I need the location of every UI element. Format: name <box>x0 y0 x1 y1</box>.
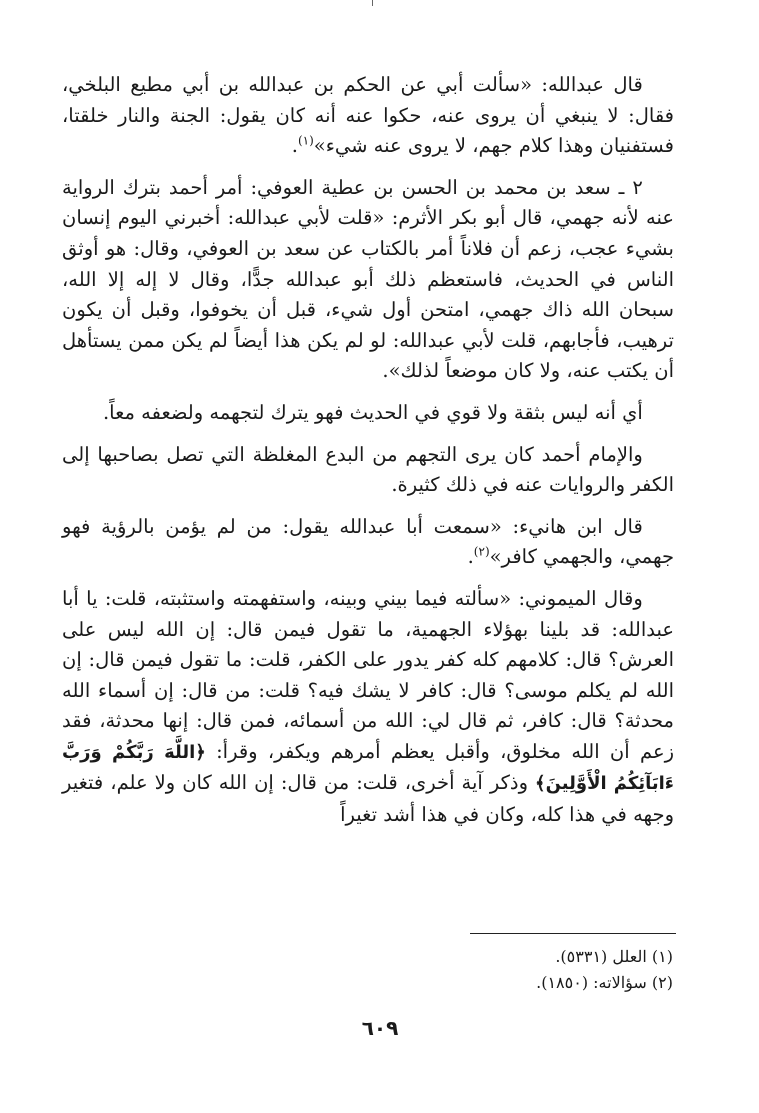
paragraph-tail: . <box>291 134 298 158</box>
paragraph-text: أي أنه ليس بثقة ولا قوي في الحديث فهو يترك لتجهمه ولضعفه معاً. <box>102 400 643 424</box>
paragraph-imam-ahmad <box>62 440 674 501</box>
paragraph-text: قال عبدالله: «سألت أبي عن الحكم بن عبدالله بن أبي مطيع البلخي، فقال: لا ينبغي أن يروى عنه، حكوا عنه أنه كان يقول: الجنة والنار خلقتا، فستفنيان وهذا كلام جهم، لا يروى عنه شيء» <box>62 73 674 158</box>
paragraph-ibn-hani <box>62 512 674 573</box>
footnote-ref-2: (٢) <box>473 544 490 559</box>
page-number: ٦٠٩ <box>361 1016 399 1040</box>
top-edge-mark <box>372 0 379 6</box>
footnote-2: (٢) سؤالاته: (١٨٥٠). <box>536 973 673 992</box>
footnotes <box>273 944 673 996</box>
paragraph-tail: . <box>467 545 474 569</box>
footnote-separator <box>470 933 676 934</box>
footnote-ref-1: (١) <box>297 133 314 148</box>
footnote-1: (١) العلل (٥٣٣١). <box>555 947 673 966</box>
paragraph-text: وقال الميموني: «سألته فيما بيني وبينه، واستفهمته واستثبته، قلت: يا أبا عبدالله: قد بلينا بهؤلاء الجهمية، ما تقول فيمن قال: إن الله ليس على العرش؟ قال: كلامهم كله كفر يدور على الكفر، قلت: ما تقول فيمن قال: إن الله لم يكلم موسى؟ قال: كافر لا يشك فيه؟ قلت: من قال: إن أسماء الله محدثة؟ قال: كافر، ثم قال لي: الله من أسمائه، فمن قال: إنها محدثة، فقد زعم أن الله مخلوق، وأقبل يعظم أمرهم ويكفر، وقرأ: <box>62 586 674 763</box>
paragraph-explanation <box>62 398 674 429</box>
paragraph-text-continued: وذكر آية أخرى، قلت: من قال: إن الله كان ولا علم، فتغير وجهه في هذا كله، وكان في هذا أشد تغيراً <box>62 771 674 827</box>
paragraph-text: والإمام أحمد كان يرى التجهم من البدع المغلظة التي تصل بصاحبها إلى الكفر والروايات عنه في ذلك كثيرة. <box>62 442 674 497</box>
paragraph-maymuni <box>62 584 674 831</box>
paragraph-saad-alawfi <box>62 173 674 387</box>
paragraph-abdullah-quote <box>62 70 674 162</box>
paragraph-text: قال ابن هانيء: «سمعت أبا عبدالله يقول: من لم يؤمن بالرؤية فهو جهمي، والجهمي كافر» <box>62 514 674 569</box>
page-body <box>62 70 674 842</box>
quran-verse: ﴿اللَّهَ رَبَّكُمْ وَرَبَّ ءَابَآئِكُمُ الْأَوَّلِينَ﴾ <box>62 741 674 795</box>
paragraph-text: ٢ ـ سعد بن محمد بن الحسن بن عطية العوفي: أمر أحمد بترك الرواية عنه لأنه جهمي، قال أبو بكر الأثرم: «قلت لأبي عبدالله: أخبرني اليوم إنسان بشيء عجب، زعم أن فلاناً أمر بالكتاب عن سعد بن العوفي، وقال: هو أوثق الناس في الحديث، فاستعظم ذلك أبو عبدالله جدًّا، وقال لا إله إلا الله، سبحان الله ذاك جهمي، امتحن أول شيء، قبل أن يخوفوا، وقبل أن يكون ترهيب، فأجابهم، قلت لأبي عبدالله: لو لم يكن هذا أيضاً لم يكن ممن يستأهل أن يكتب عنه، ولا كان موضعاً لذلك». <box>62 175 674 383</box>
